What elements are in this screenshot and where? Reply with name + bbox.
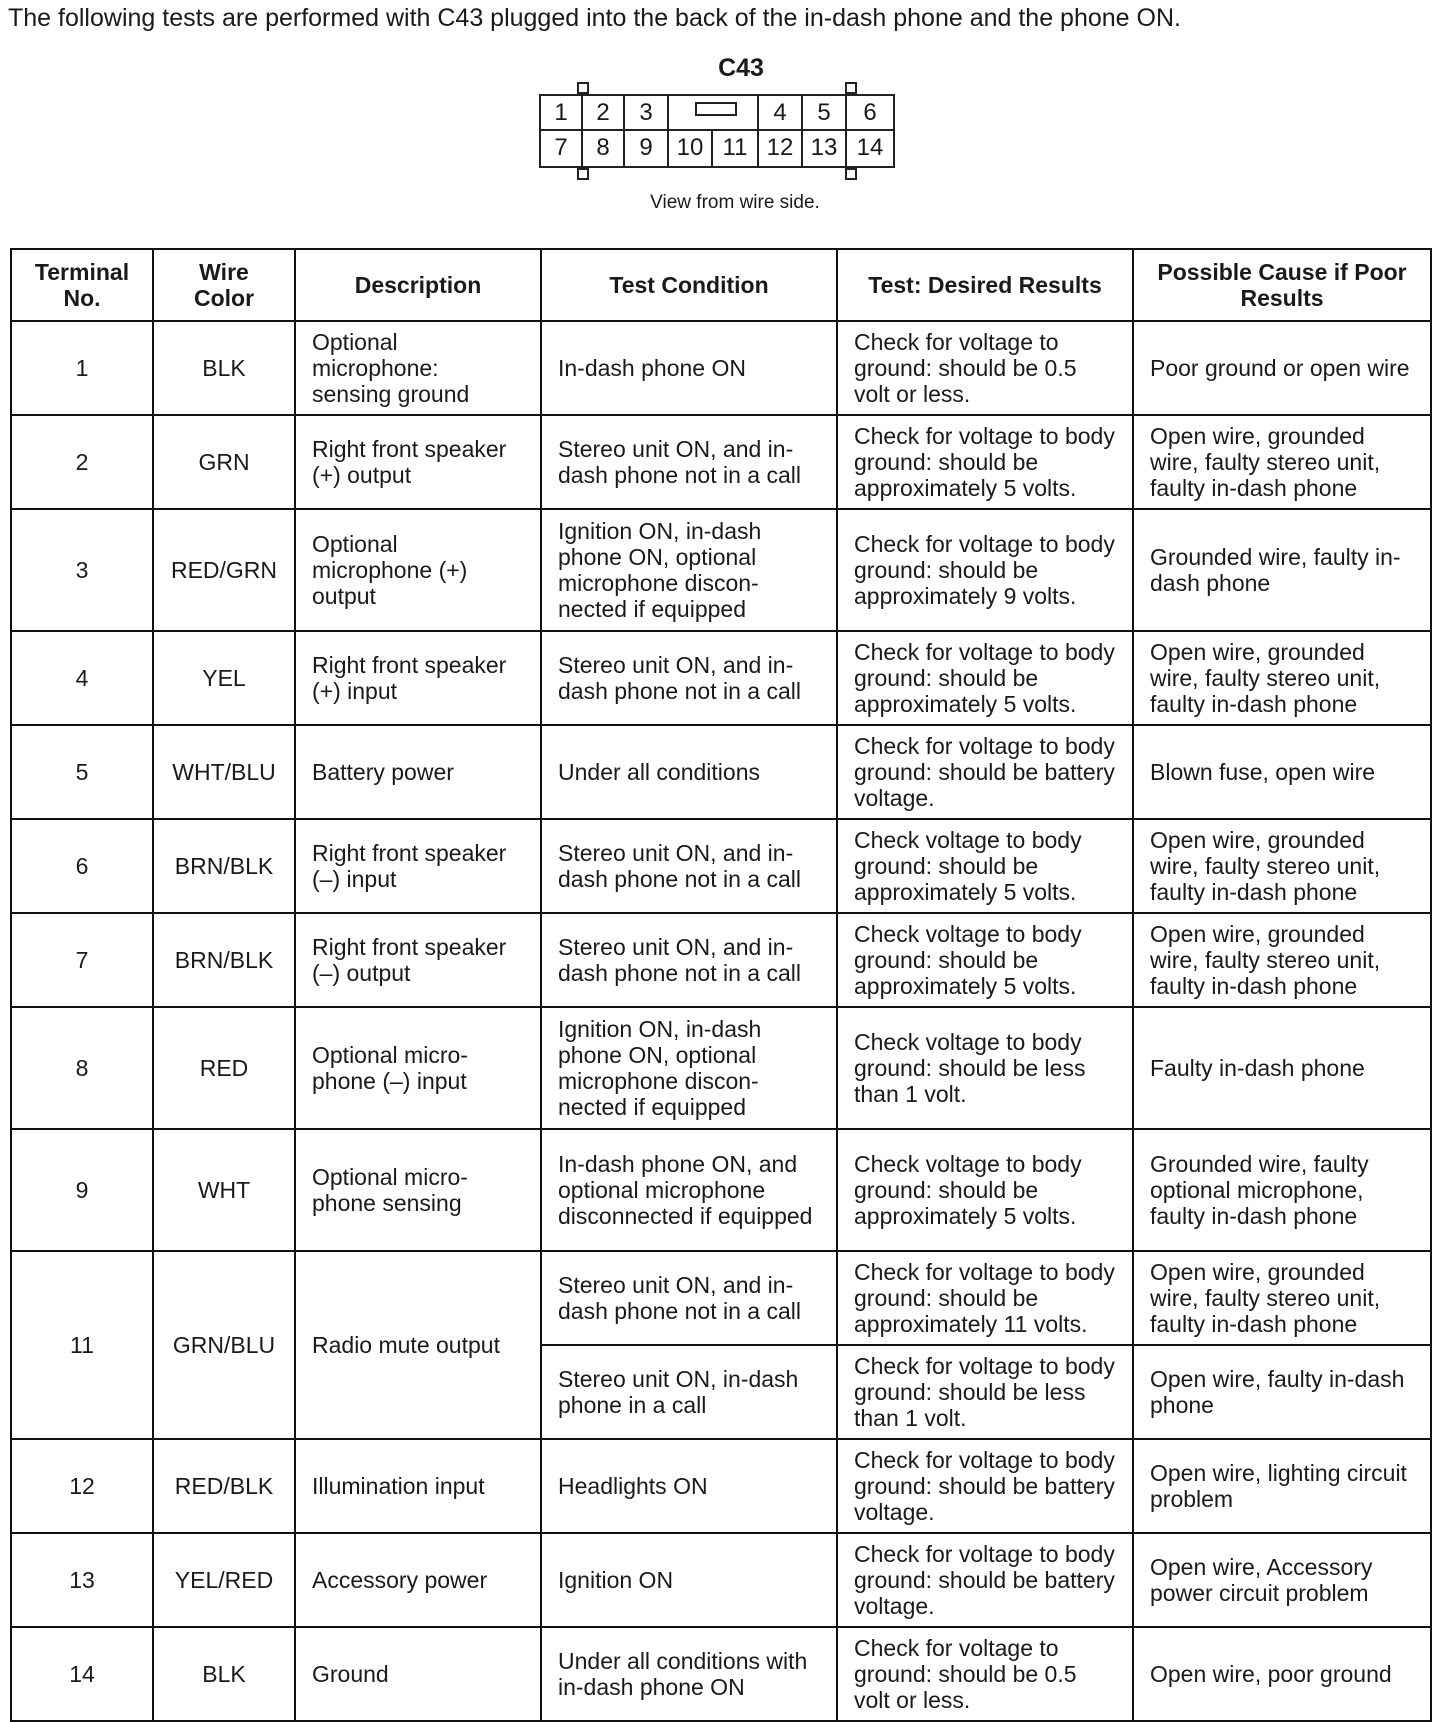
result-cell: Check for voltage to body ground: should be less than 1 volt.	[837, 1345, 1133, 1439]
cause-cell: Open wire, Accessory power circuit problem	[1133, 1533, 1431, 1627]
pin: 12	[757, 129, 803, 168]
connector-caption: View from wire side.	[650, 192, 820, 213]
connector-latch-inner	[695, 102, 737, 116]
header-wire-color: Wire Color	[153, 249, 295, 321]
result-cell: Check for voltage to ground: should be 0.5 volt or less.	[837, 321, 1133, 415]
pin: 5	[801, 94, 847, 131]
cause-cell: Open wire, lighting circuit problem	[1133, 1439, 1431, 1533]
pin: 1	[539, 94, 583, 131]
terminal-cell: 14	[11, 1627, 153, 1721]
table-header-row	[11, 249, 1431, 321]
header-test-condition: Test Condition	[541, 249, 837, 321]
table-row	[11, 725, 1431, 819]
wire-color-cell: RED	[153, 1007, 295, 1129]
cause-cell: Poor ground or open wire	[1133, 321, 1431, 415]
pin: 7	[539, 129, 583, 168]
condition-cell: In-dash phone ON, and optional microphone disconnected if equipped	[541, 1129, 837, 1251]
wire-color-cell: YEL/RED	[153, 1533, 295, 1627]
condition-cell: Stereo unit ON, in-dash phone in a call	[541, 1345, 837, 1439]
table-row	[11, 631, 1431, 725]
description-cell: Ground	[295, 1627, 541, 1721]
condition-cell: Under all conditions	[541, 725, 837, 819]
wire-color-cell: RED/GRN	[153, 509, 295, 631]
result-cell: Check voltage to body ground: should be approximately 5 volts.	[837, 913, 1133, 1007]
terminal-cell: 2	[11, 415, 153, 509]
condition-cell: Headlights ON	[541, 1439, 837, 1533]
description-cell: Right front speaker (+) input	[295, 631, 541, 725]
terminal-cell: 9	[11, 1129, 153, 1251]
connector-diagram	[535, 54, 895, 224]
terminal-cell: 5	[11, 725, 153, 819]
wire-color-cell: GRN/BLU	[153, 1251, 295, 1439]
wire-color-cell: BRN/BLK	[153, 819, 295, 913]
intro-text: The following tests are performed with C43 plugged into the back of the in-dash phone and the phone ON.	[8, 4, 1181, 32]
description-cell: Optional microphone: sensing ground	[295, 321, 541, 415]
connector-tab	[577, 82, 589, 94]
condition-cell: Ignition ON	[541, 1533, 837, 1627]
condition-cell: Ignition ON, in-dash phone ON, optional microphone discon-nected if equipped	[541, 1007, 837, 1129]
wire-color-cell: WHT/BLU	[153, 725, 295, 819]
table-row	[11, 1533, 1431, 1627]
result-cell: Check for voltage to body ground: should be approximately 5 volts.	[837, 415, 1133, 509]
result-cell: Check for voltage to body ground: should be approximately 5 volts.	[837, 631, 1133, 725]
description-cell: Radio mute output	[295, 1251, 541, 1439]
table-row	[11, 1129, 1431, 1251]
table-row	[11, 415, 1431, 509]
result-cell: Check for voltage to body ground: should be battery voltage.	[837, 1439, 1133, 1533]
description-cell: Right front speaker (+) output	[295, 415, 541, 509]
wire-color-cell: RED/BLK	[153, 1439, 295, 1533]
table-row	[11, 1251, 1431, 1345]
cause-cell: Grounded wire, faulty in-dash phone	[1133, 509, 1431, 631]
description-cell: Right front speaker (–) input	[295, 819, 541, 913]
condition-cell: Stereo unit ON, and in-dash phone not in a call	[541, 819, 837, 913]
header-terminal: Terminal No.	[11, 249, 153, 321]
cause-cell: Open wire, grounded wire, faulty stereo unit, faulty in-dash phone	[1133, 1251, 1431, 1345]
cause-cell: Blown fuse, open wire	[1133, 725, 1431, 819]
terminal-cell: 12	[11, 1439, 153, 1533]
table-row	[11, 1439, 1431, 1533]
table-row	[11, 1627, 1431, 1721]
description-cell: Optional microphone (+) output	[295, 509, 541, 631]
terminal-cell: 8	[11, 1007, 153, 1129]
connector-name: C43	[718, 54, 764, 82]
connector-tab	[845, 168, 857, 180]
condition-cell: Stereo unit ON, and in-dash phone not in a call	[541, 415, 837, 509]
condition-cell: Ignition ON, in-dash phone ON, optional microphone discon-nected if equipped	[541, 509, 837, 631]
wire-color-cell: WHT	[153, 1129, 295, 1251]
pin: 6	[845, 94, 895, 131]
pin: 10	[667, 129, 713, 168]
wire-color-cell: BLK	[153, 1627, 295, 1721]
wire-color-cell: YEL	[153, 631, 295, 725]
pin: 14	[845, 129, 895, 168]
pin: 4	[757, 94, 803, 131]
table-row	[11, 913, 1431, 1007]
condition-cell: Stereo unit ON, and in-dash phone not in a call	[541, 631, 837, 725]
terminal-cell: 7	[11, 913, 153, 1007]
header-desired-results: Test: Desired Results	[837, 249, 1133, 321]
result-cell: Check for voltage to body ground: should be battery voltage.	[837, 725, 1133, 819]
cause-cell: Open wire, grounded wire, faulty stereo unit, faulty in-dash phone	[1133, 631, 1431, 725]
result-cell: Check voltage to body ground: should be approximately 5 volts.	[837, 819, 1133, 913]
table-row	[11, 819, 1431, 913]
result-cell: Check for voltage to ground: should be 0.5 volt or less.	[837, 1627, 1133, 1721]
terminal-cell: 11	[11, 1251, 153, 1439]
result-cell: Check voltage to body ground: should be approximately 5 volts.	[837, 1129, 1133, 1251]
terminal-cell: 1	[11, 321, 153, 415]
table-row	[11, 509, 1431, 631]
wire-color-cell: GRN	[153, 415, 295, 509]
description-cell: Optional micro-phone sensing	[295, 1129, 541, 1251]
header-possible-cause: Possible Cause if Poor Results	[1133, 249, 1431, 321]
wire-color-cell: BRN/BLK	[153, 913, 295, 1007]
table-row	[11, 321, 1431, 415]
cause-cell: Open wire, faulty in-dash phone	[1133, 1345, 1431, 1439]
description-cell: Optional micro-phone (–) input	[295, 1007, 541, 1129]
cause-cell: Open wire, grounded wire, faulty stereo unit, faulty in-dash phone	[1133, 415, 1431, 509]
description-cell: Accessory power	[295, 1533, 541, 1627]
cause-cell: Grounded wire, faulty optional microphone, faulty in-dash phone	[1133, 1129, 1431, 1251]
connector-face	[539, 94, 895, 168]
result-cell: Check for voltage to body ground: should be approximately 11 volts.	[837, 1251, 1133, 1345]
header-description: Description	[295, 249, 541, 321]
result-cell: Check for voltage to body ground: should be approximately 9 volts.	[837, 509, 1133, 631]
terminal-cell: 13	[11, 1533, 153, 1627]
pin: 8	[581, 129, 625, 168]
condition-cell: In-dash phone ON	[541, 321, 837, 415]
pin: 11	[711, 129, 759, 168]
cause-cell: Open wire, grounded wire, faulty stereo unit, faulty in-dash phone	[1133, 819, 1431, 913]
condition-cell: Under all conditions with in-dash phone ON	[541, 1627, 837, 1721]
terminal-cell: 4	[11, 631, 153, 725]
terminal-cell: 3	[11, 509, 153, 631]
connector-tab	[845, 82, 857, 94]
result-cell: Check for voltage to body ground: should be battery voltage.	[837, 1533, 1133, 1627]
test-table	[10, 248, 1432, 1722]
wire-color-cell: BLK	[153, 321, 295, 415]
cause-cell: Open wire, grounded wire, faulty stereo unit, faulty in-dash phone	[1133, 913, 1431, 1007]
result-cell: Check voltage to body ground: should be less than 1 volt.	[837, 1007, 1133, 1129]
table-row	[11, 1007, 1431, 1129]
cause-cell: Open wire, poor ground	[1133, 1627, 1431, 1721]
description-cell: Battery power	[295, 725, 541, 819]
pin: 3	[623, 94, 669, 131]
pin: 9	[623, 129, 669, 168]
pin: 13	[801, 129, 847, 168]
condition-cell: Stereo unit ON, and in-dash phone not in a call	[541, 1251, 837, 1345]
connector-tab	[577, 168, 589, 180]
description-cell: Illumination input	[295, 1439, 541, 1533]
condition-cell: Stereo unit ON, and in-dash phone not in a call	[541, 913, 837, 1007]
pin: 2	[581, 94, 625, 131]
terminal-cell: 6	[11, 819, 153, 913]
cause-cell: Faulty in-dash phone	[1133, 1007, 1431, 1129]
description-cell: Right front speaker (–) output	[295, 913, 541, 1007]
